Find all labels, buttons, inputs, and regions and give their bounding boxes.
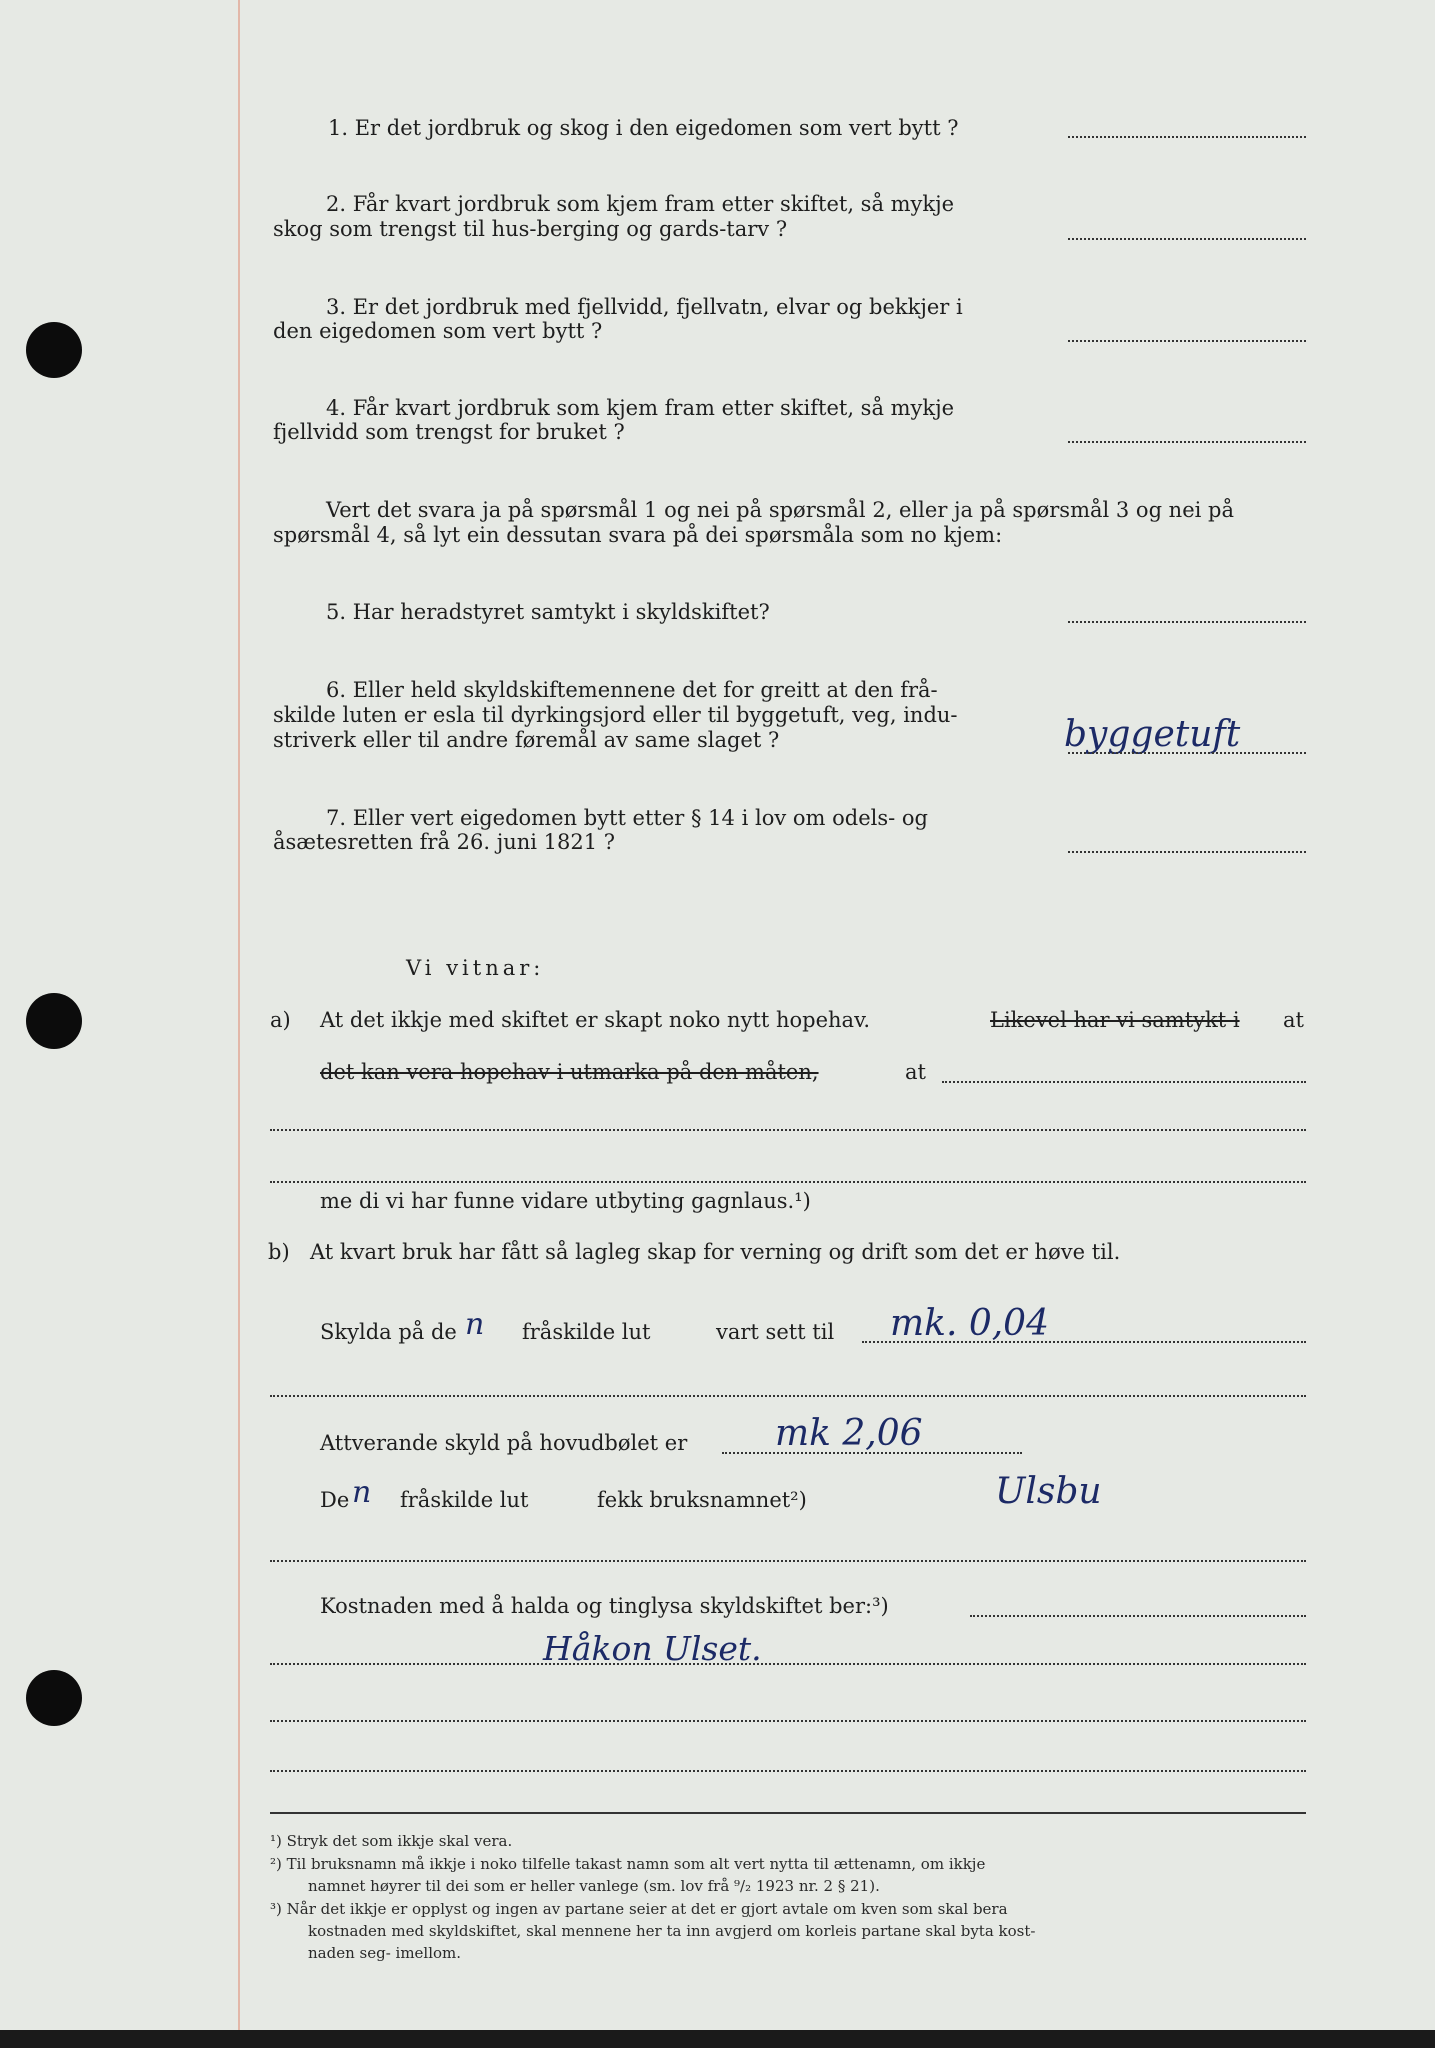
skylda-fill-line[interactable]	[862, 1341, 1306, 1343]
skylda-label-mid: fråskilde lut	[522, 1320, 651, 1344]
footnote-3-line-1: ³) Når det ikkje er opplyst og ingen av partane seier at det er gjort avtale om kven som skal bera	[270, 1900, 1008, 1918]
kostnad-fill-line-1[interactable]	[970, 1615, 1306, 1617]
punch-hole	[26, 993, 82, 1049]
punch-hole	[26, 322, 82, 378]
question-2-line-2: skog som trengst til hus-berging og gards-tarv ?	[273, 217, 788, 241]
question-4-line-1: 4. Får kvart jordbruk som kjem fram etter skiftet, så mykje	[326, 396, 955, 420]
bruksnamn-label-mid: fråskilde lut	[400, 1488, 529, 1512]
answer-line-2[interactable]	[1068, 238, 1306, 240]
answer-line-3[interactable]	[1068, 340, 1306, 342]
bruksnamn-fill-line[interactable]	[270, 1560, 1306, 1562]
witness-a-fill-line-3[interactable]	[270, 1181, 1306, 1183]
skylda-label-end: vart sett til	[716, 1320, 835, 1344]
question-6-line-2: skilde luten er esla til dyrkingsjord eller til byggetuft, veg, indu-	[273, 703, 958, 727]
witness-a-at: at	[1283, 1008, 1304, 1032]
footnote-1: ¹) Stryk det som ikkje skal vera.	[270, 1832, 513, 1850]
witness-a-at-2: at	[905, 1060, 926, 1084]
margin-rule	[238, 0, 240, 2030]
witness-b-label: b)	[268, 1240, 290, 1264]
kostnad-fill-line-3[interactable]	[270, 1720, 1306, 1722]
attverande-fill-line[interactable]	[722, 1452, 1022, 1454]
question-6-line-3: striverk eller til andre føremål av same slaget ?	[273, 728, 780, 752]
answer-line-6[interactable]	[1068, 752, 1306, 754]
bruksnamn-handwritten-n: n	[352, 1475, 372, 1510]
witness-a-struck-2: det kan vera hopehav i utmarka på den måten,	[320, 1060, 819, 1084]
footnote-2-line-2: namnet høyrer til dei som er heller vanlege (sm. lov frå ⁹/₂ 1923 nr. 2 § 21).	[308, 1877, 880, 1895]
attverande-label: Attverande skyld på hovudbølet er	[320, 1431, 688, 1455]
conditional-intro-line-2: spørsmål 4, så lyt ein dessutan svara på dei spørsmåla som no kjem:	[273, 523, 1003, 547]
conditional-intro-line-1: Vert det svara ja på spørsmål 1 og nei på spørsmål 2, eller ja på spørsmål 3 og nei på	[326, 498, 1234, 522]
question-1: 1. Er det jordbruk og skog i den eigedomen som vert bytt ?	[328, 116, 959, 140]
question-7-line-1: 7. Eller vert eigedomen bytt etter § 14 i lov om odels- og	[326, 806, 928, 830]
witness-a-fill-line-1[interactable]	[942, 1081, 1306, 1083]
answer-line-1[interactable]	[1068, 136, 1306, 138]
kostnad-label: Kostnaden med å halda og tinglysa skyldskiftet ber:³)	[320, 1594, 889, 1618]
skylda-fill-line-2[interactable]	[270, 1395, 1306, 1397]
kostnad-fill-line-4[interactable]	[270, 1770, 1306, 1772]
kostnad-value-handwritten: Håkon Ulset.	[543, 1629, 762, 1668]
witness-b-text: At kvart bruk har fått så lagleg skap for verning og drift som det er høve til.	[310, 1240, 1121, 1264]
question-3-line-1: 3. Er det jordbruk med fjellvidd, fjellvatn, elvar og bekkjer i	[326, 295, 963, 319]
skylda-value-handwritten: mk. 0,04	[890, 1303, 1049, 1344]
bruksnamn-label-end: fekk bruksnamnet²)	[597, 1488, 807, 1512]
witness-a-end: me di vi har funne vidare utbyting gagnlaus.¹)	[320, 1189, 811, 1213]
answer-6-handwritten: byggetuft	[1064, 714, 1241, 755]
question-3-line-2: den eigedomen som vert bytt ?	[273, 319, 603, 343]
witness-a-struck-1: Likevel har vi samtykt i	[990, 1008, 1240, 1032]
footnote-3-line-2: kostnaden med skyldskiftet, skal mennene her ta inn avgjerd om korleis partane skal byta kost-	[308, 1922, 1036, 1940]
answer-line-5[interactable]	[1068, 621, 1306, 623]
footnote-2-line-1: ²) Til bruksnamn må ikkje i noko tilfelle takast namn som alt vert nytta til ættenamn, om ikkje	[270, 1855, 986, 1873]
attverande-value-handwritten: mk 2,06	[775, 1413, 923, 1454]
bruksnamn-label-start: De	[320, 1488, 350, 1512]
kostnad-fill-line-2[interactable]	[270, 1663, 1306, 1665]
witness-a-label: a)	[270, 1008, 291, 1032]
witness-heading: Vi vitnar:	[406, 956, 545, 980]
witness-a-fill-line-2[interactable]	[270, 1129, 1306, 1131]
witness-a-text: At det ikkje med skiftet er skapt noko nytt hopehav.	[320, 1008, 871, 1032]
punch-hole	[26, 1670, 82, 1726]
question-4-line-2: fjellvidd som trengst for bruket ?	[273, 420, 625, 444]
bruksnamn-value-handwritten: Ulsbu	[995, 1471, 1102, 1512]
footnote-3-line-3: naden seg- imellom.	[308, 1944, 462, 1962]
skylda-label-start: Skylda på de	[320, 1320, 457, 1344]
question-5: 5. Har heradstyret samtykt i skyldskiftet?	[326, 600, 770, 624]
footnote-separator	[270, 1812, 1306, 1814]
answer-line-7[interactable]	[1068, 851, 1306, 853]
question-7-line-2: åsætesretten frå 26. juni 1821 ?	[273, 830, 616, 854]
question-6-line-1: 6. Eller held skyldskiftemennene det for greitt at den frå-	[326, 678, 938, 702]
skylda-handwritten-n: n	[465, 1307, 485, 1342]
answer-line-4[interactable]	[1068, 441, 1306, 443]
question-2-line-1: 2. Får kvart jordbruk som kjem fram etter skiftet, så mykje	[326, 192, 955, 216]
